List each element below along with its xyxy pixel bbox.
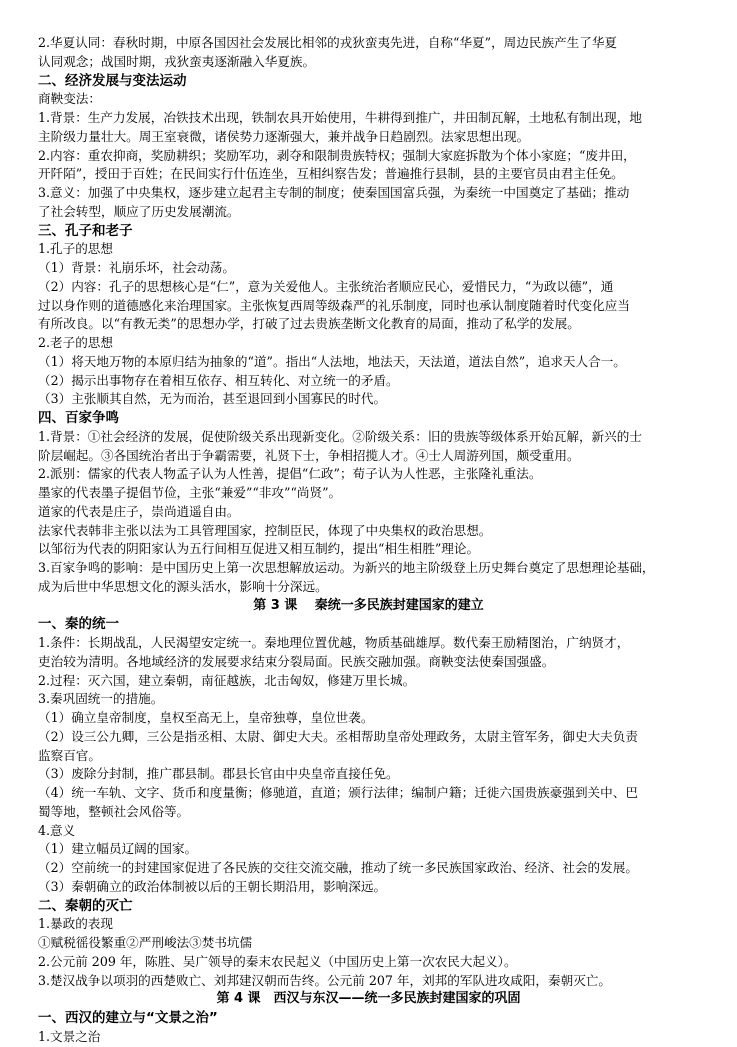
text-line: 了社会转型，顺应了历史发展潮流。 xyxy=(38,203,240,219)
text-line: （3）秦朝确立的政治体制被以后的王朝长期沿用，影响深远。 xyxy=(38,878,387,894)
lesson-title: 第 4 课 西汉与东汉——统一多民族封建国家的巩固 xyxy=(216,991,521,1007)
text-line: 3.意义：加强了中央集权，逐步建立起君主专制的制度；使秦国国富兵强，为秦统一中国奠定了基础；推动 xyxy=(38,185,630,200)
text-line: 3.秦巩固统一的措施。 xyxy=(38,691,164,707)
text-line: 认同观念；战国时期，戎狄蛮夷逐渐融入华夏族。 xyxy=(38,53,316,69)
text-line: 商鞅变法： xyxy=(38,91,101,107)
text-line: 1.背景：生产力发展，冶铁技术出现，铁制农具开始使用，牛耕得到推广，井田制瓦解，土地私有制出现，地 xyxy=(38,110,642,125)
text-line: 以邹衍为代表的阴阳家认为五行间相互促进又相互制约，提出“相生相胜”理论。 xyxy=(38,541,480,557)
text-line: （2）揭示出事物存在着相互依存、相互转化、对立统一的矛盾。 xyxy=(38,372,399,388)
text-line: （3）废除分封制，推广郡县制。郡县长官由中央皇帝直接任免。 xyxy=(38,766,399,782)
section-heading: 一、秦的统一 xyxy=(38,616,119,633)
text-line: （2）设三公九卿，三公是指丞相、太尉、御史大夫。丞相帮助皇帝处理政务，太尉主管军务，御史大夫负责 xyxy=(38,728,638,744)
section-heading: 一、西汉的建立与“文景之治” xyxy=(38,1010,218,1026)
text-line: （1）将天地万物的本原归结为抽象的“道”。指出“人法地，地法天，天法道，道法自然”，追求天人合一。 xyxy=(38,353,626,369)
lesson-title: 第 3 课 秦统一多民族封建国家的建立 xyxy=(253,597,484,613)
text-line: （1）建立幅员辽阔的国家。 xyxy=(38,841,198,857)
text-line: 监察百官。 xyxy=(38,747,101,763)
text-line: 墨家的代表墨子提倡节俭，主张“兼爱”“非攻”“尚贤”。 xyxy=(38,485,342,500)
text-line: （2）空前统一的封建国家促进了各民族的交往交流交融，推动了统一多民族国家政治、经济、社会的发展。 xyxy=(38,860,638,875)
text-line: 2.派别：儒家的代表人物孟子认为人性善，提倡“仁政”；荀子认为人性恶，主张隆礼重法。 xyxy=(38,466,542,482)
text-line: （3）主张顺其自然，无为而治，甚至退回到小国寡民的时代。 xyxy=(38,391,387,407)
text-line: 主阶级力量壮大。周王室衰微，诸侯势力逐渐强大，兼并战争日趋剧烈。法家思想出现。 xyxy=(38,128,530,144)
text-line: 吏治较为清明。各地域经济的发展要求结束分裂局面。民族交融加强。商鞅变法使秦国强盛。 xyxy=(38,653,555,669)
section-heading: 二、经济发展与变法运动 xyxy=(38,72,187,89)
text-line: 过以身作则的道德感化来治理国家。主张恢复西周等级森严的礼乐制度，同时也承认制度随着时代变化应当 xyxy=(38,297,630,313)
text-line: （2）内容：孔子的思想核心是“仁”，意为关爱他人。主张统治者顺应民心，爱惜民力，“为政以德”，通 xyxy=(38,278,614,294)
text-line: 1.孔子的思想 xyxy=(38,241,113,257)
section-heading: 二、秦朝的灭亡 xyxy=(38,897,133,914)
text-line: 1.条件：长期战乱，人民渴望安定统一。秦地理位置优越，物质基础雄厚。数代秦王励精图治，广纳贤才， xyxy=(38,635,630,650)
text-line: 2.老子的思想 xyxy=(38,335,113,350)
text-line: 蜀等地，整顿社会风俗等。 xyxy=(38,803,190,819)
text-line: 3.百家争鸣的影响：是中国历史上第一次思想解放运动。为新兴的地主阶级登上历史舞台奠定了思想理论基础， xyxy=(38,560,655,575)
text-line: 1.文景之治 xyxy=(38,1028,101,1044)
text-line: 1.背景：①社会经济的发展，促使阶级关系出现新变化。②阶级关系：旧的贵族等级体系开始瓦解，新兴的士 xyxy=(38,428,642,444)
text-line: 2.华夏认同：春秋时期，中原各国因社会发展比相邻的戎狄蛮夷先进，自称“华夏”，周边民族产生了华夏 xyxy=(38,35,618,50)
text-line: 3.楚汉战争以项羽的西楚败亡、刘邦建汉朝而告终。公元前 207 年，刘邦的军队进攻咸阳，秦朝灭亡。 xyxy=(38,972,611,988)
text-line: 开阡陌”，授田于百姓；在民间实行什伍连坐，互相纠察告发；普遍推行县制，县的主要官员由君主任免。 xyxy=(38,166,624,182)
text-line: 有所改良。以“有教无类”的思想办学，打破了过去贵族垄断文化教育的局面，推动了私学的发展。 xyxy=(38,316,580,332)
text-line: 2.公元前 209 年，陈胜、吴广领导的秦末农民起义（中国历史上第一次农民大起义）。 xyxy=(38,953,517,969)
text-line: （4）统一车轨、文字、货币和度量衡；修驰道，直道；颁行法律；编制户籍；迁徙六国贵族豪强到关中、巴 xyxy=(38,785,638,800)
text-line: 1.暴政的表现 xyxy=(38,916,113,932)
text-line: 法家代表韩非主张以法为工具管理国家，控制臣民，体现了中央集权的政治思想。 xyxy=(38,522,492,538)
text-line: 4.意义 xyxy=(38,822,76,838)
text-line: 2.过程：灭六国，建立秦朝，南征越族，北击匈奴，修建万里长城。 xyxy=(38,672,416,688)
text-line: （1）背景：礼崩乐坏，社会动荡。 xyxy=(38,260,235,275)
text-line: （1）确立皇帝制度，皇权至高无上，皇帝独尊，皇位世袭。 xyxy=(38,710,374,725)
section-heading: 四、百家争鸣 xyxy=(38,410,119,426)
text-line: 成为后世中华思想文化的源头活水，影响十分深远。 xyxy=(38,578,328,594)
text-line: 2.内容：重农抑商，奖励耕织；奖励军功，剥夺和限制贵族特权；强制大家庭拆散为个体小家庭；“废井田， xyxy=(38,147,636,163)
text-line: 阶层崛起。③各国统治者出于争霸需要，礼贤下士，争相招揽人才。④士人周游列国，颇受重用。 xyxy=(38,447,580,463)
text-line: ①赋税徭役繁重②严刑峻法③焚书坑儒 xyxy=(38,935,253,950)
text-line: 道家的代表是庄子，崇尚逍遥自由。 xyxy=(38,503,240,519)
section-heading: 三、孔子和老子 xyxy=(38,222,133,239)
